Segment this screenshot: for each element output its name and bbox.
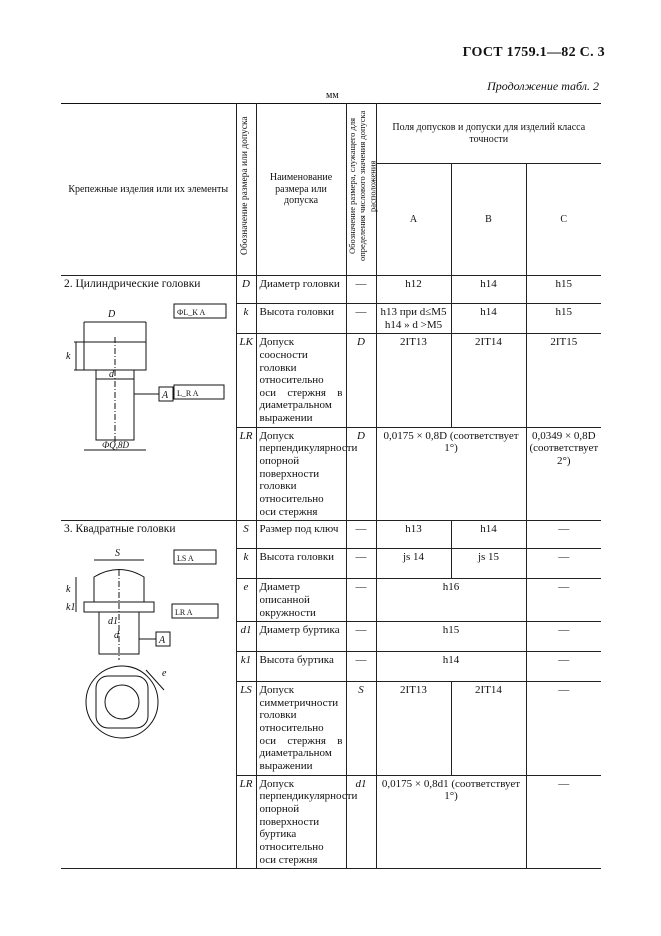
row-a: js 14	[376, 549, 451, 579]
row-c: —	[526, 521, 601, 549]
row-symbol: e	[236, 579, 256, 622]
row-ab: h14	[376, 652, 526, 682]
row-symbol: d1	[236, 622, 256, 652]
row-b: js 15	[451, 549, 526, 579]
row-base: —	[346, 549, 376, 579]
row-c: —	[526, 622, 601, 652]
row-base: —	[346, 276, 376, 304]
header-class-c: C	[526, 164, 601, 276]
svg-text:L_R A: L_R A	[177, 389, 199, 399]
section-cylindrical	[61, 276, 236, 521]
row-name: Допуск перпендикулярности опорной поверхности буртика относительно оси стержня	[256, 775, 346, 868]
row-base: S	[346, 682, 376, 775]
svg-text:ФL_K A: ФL_K A	[177, 308, 206, 318]
row-base: —	[346, 521, 376, 549]
row-name: Высота головки	[256, 304, 346, 334]
row-name: Допуск перпендикулярности опорной поверхности головки относительно оси стержня	[256, 427, 346, 520]
row-name: Диаметр описанной окружности	[256, 579, 346, 622]
header-class-b: B	[451, 164, 526, 276]
table-continuation: Продолжение табл. 2	[487, 79, 599, 93]
row-c: —	[526, 579, 601, 622]
header-base: Обозначение размера, служащего для определения числового значения допуска расположения	[346, 104, 376, 276]
row-symbol: LK	[236, 334, 256, 427]
svg-text:D: D	[108, 309, 116, 321]
header-name: Наименование размера или допуска	[256, 104, 346, 276]
cylindrical-head-drawing	[64, 297, 229, 457]
row-name: Диаметр буртика	[256, 622, 346, 652]
row-ab: 0,0175 × 0,8d1 (соответствует 1°)	[376, 775, 526, 868]
svg-text:e: e	[162, 668, 167, 680]
svg-text:d: d	[114, 630, 119, 642]
row-b: h14	[451, 521, 526, 549]
svg-text:A: A	[162, 390, 169, 402]
row-symbol: S	[236, 521, 256, 549]
row-ab: h16	[376, 579, 526, 622]
row-b: h14	[451, 304, 526, 334]
row-base: —	[346, 622, 376, 652]
svg-text:LR A: LR A	[175, 608, 193, 618]
page-header: ГОСТ 1759.1—82 С. 3	[462, 45, 605, 60]
svg-text:k1: k1	[66, 602, 76, 614]
row-base: d1	[346, 775, 376, 868]
row-symbol: k	[236, 304, 256, 334]
row-c: —	[526, 682, 601, 775]
row-ab: 0,0175 × 0,8D (соответствует 1°)	[376, 427, 526, 520]
row-base: D	[346, 427, 376, 520]
row-base: D	[346, 334, 376, 427]
row-base: —	[346, 652, 376, 682]
row-symbol: LS	[236, 682, 256, 775]
row-b: 2IT14	[451, 334, 526, 427]
row-name: Диаметр головки	[256, 276, 346, 304]
svg-text:d1: d1	[108, 616, 118, 628]
row-a: h13 при d≤M5 h14 » d >M5	[376, 304, 451, 334]
row-base: —	[346, 579, 376, 622]
unit-label: мм	[326, 90, 339, 101]
row-symbol: k1	[236, 652, 256, 682]
svg-text:A: A	[159, 635, 166, 647]
header-fields: Поля допусков и допуски для изделий класса точности	[376, 104, 601, 164]
row-a: h13	[376, 521, 451, 549]
tolerance-table	[61, 103, 601, 869]
header-class-a: A	[376, 164, 451, 276]
row-c: —	[526, 775, 601, 868]
row-a: 2IT13	[376, 682, 451, 775]
row-base: —	[346, 304, 376, 334]
square-head-drawing	[64, 542, 229, 742]
row-c: —	[526, 652, 601, 682]
row-name: Высота буртика	[256, 652, 346, 682]
svg-text:LS A: LS A	[177, 554, 194, 564]
row-ab: h15	[376, 622, 526, 652]
row-c: h15	[526, 276, 601, 304]
section-title: 2. Цилиндрические головки	[64, 278, 201, 290]
svg-text:d: d	[109, 369, 114, 381]
row-b: 2IT14	[451, 682, 526, 775]
row-a: 2IT13	[376, 334, 451, 427]
svg-text:k: k	[66, 351, 71, 363]
row-symbol: D	[236, 276, 256, 304]
row-symbol: k	[236, 549, 256, 579]
header-symbol: Обозначение размера или допуска	[236, 104, 256, 276]
row-b: h14	[451, 276, 526, 304]
row-a: h12	[376, 276, 451, 304]
row-symbol: LR	[236, 775, 256, 868]
section-title: 3. Квадратные головки	[64, 523, 176, 536]
svg-text:k: k	[66, 584, 71, 596]
row-name: Допуск симметричности головки относительно оси стержня в диаметральном выражении	[256, 682, 346, 775]
row-name: Высота головки	[256, 549, 346, 579]
svg-text:ФQ,8D: ФQ,8D	[102, 440, 129, 451]
svg-text:S: S	[115, 548, 120, 560]
row-c: h15	[526, 304, 601, 334]
row-symbol: LR	[236, 427, 256, 520]
row-c: 2IT15	[526, 334, 601, 427]
section-square	[61, 521, 236, 869]
row-c: 0,0349 × 0,8D (соответствует 2°)	[526, 427, 601, 520]
row-name: Размер под ключ	[256, 521, 346, 549]
row-name: Допуск соосности головки относительно оси стержня в диаметральном выражении	[256, 334, 346, 427]
row-c: —	[526, 549, 601, 579]
header-fasteners: Крепежные изделия или их элементы	[61, 104, 236, 276]
